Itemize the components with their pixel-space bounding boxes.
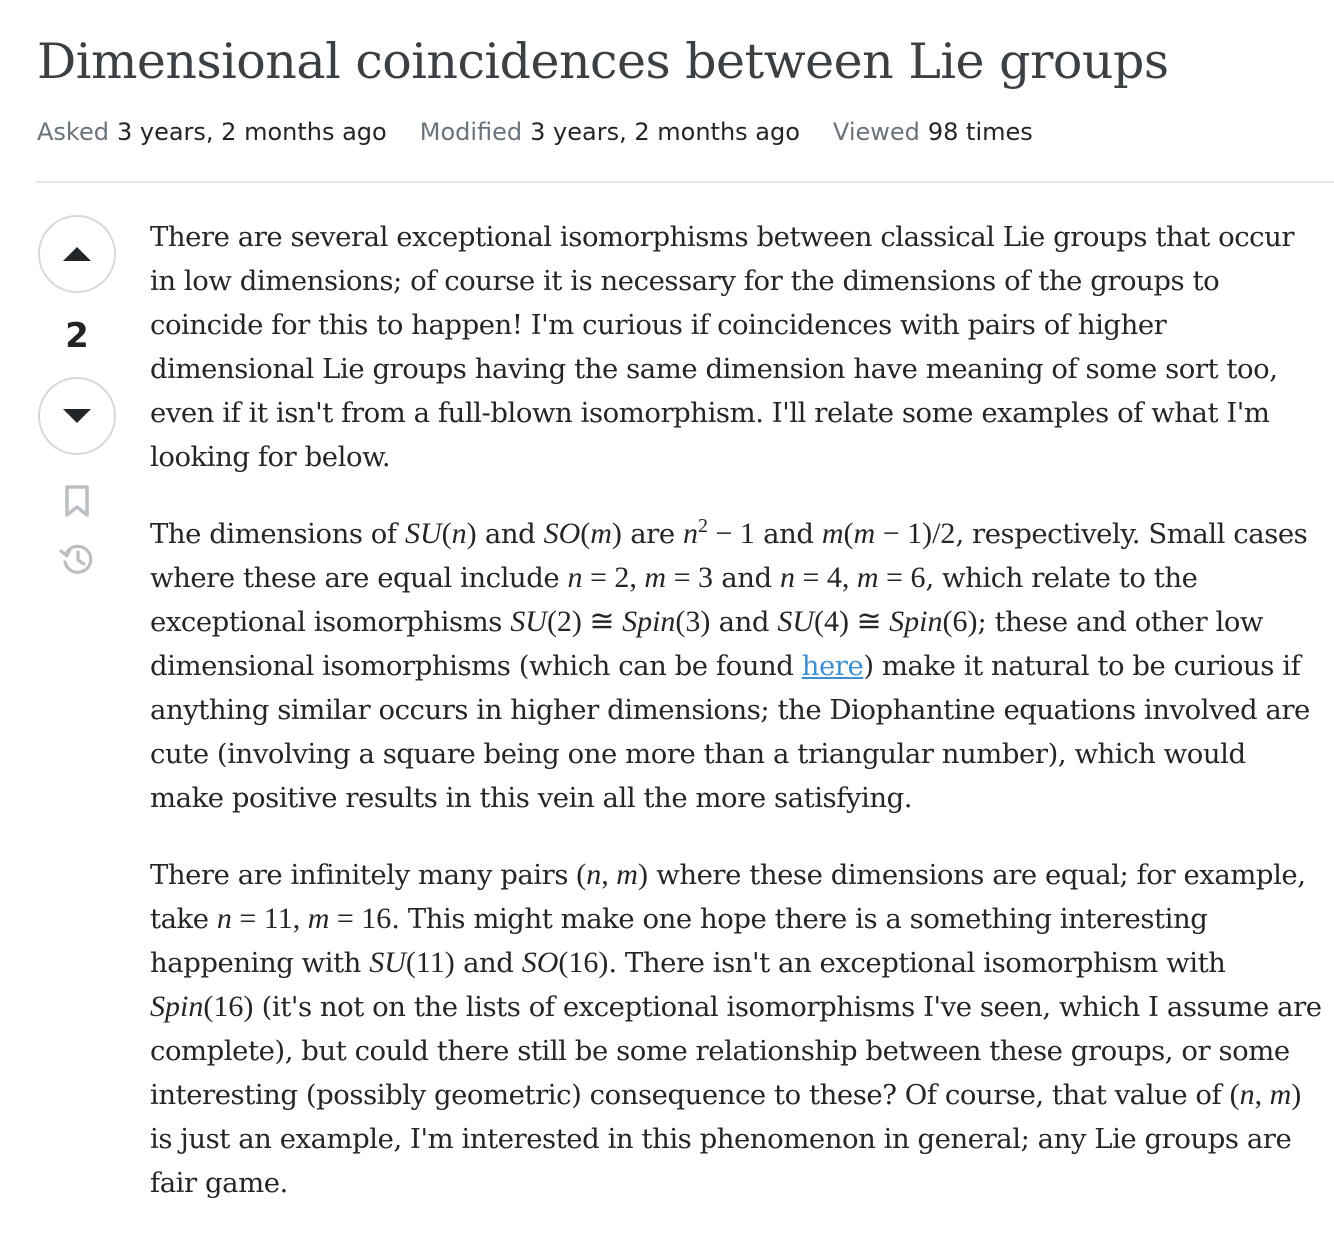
math-su-n: SU(n) <box>404 517 477 550</box>
vote-count: 2 <box>65 316 89 356</box>
downvote-button[interactable] <box>38 377 116 455</box>
math-n2-m3: n = 2, m = 3 <box>567 561 713 594</box>
body-text: and <box>754 518 822 550</box>
math-m-m-minus-1-over-2: m(m − 1)/2 <box>821 517 956 550</box>
modified-meta <box>420 116 800 148</box>
math-so16: SO(16) <box>521 946 609 979</box>
body-text: and <box>476 518 544 550</box>
body-text: (it's not on the lists of exceptional isomorphisms I've seen, which I assume are complete), but could there still be some relationship between these groups, or some interesting (possibly geometric) consequence to these? Of course, that value of <box>150 991 1322 1111</box>
caret-up-icon <box>61 245 93 263</box>
body-text: are <box>621 518 683 550</box>
math-n11-m16: n = 11, m = 16 <box>216 902 392 935</box>
bookmark-button[interactable] <box>57 481 97 521</box>
body-text: is just an example, I'm interested in this phenomenon in general; any Lie groups are fair game. <box>150 1123 1292 1199</box>
asked-meta <box>37 116 387 148</box>
vote-cell <box>36 215 118 579</box>
body-paragraph-1: There are several exceptional isomorphisms between classical Lie groups that occur in low dimensions; of course it is necessary for the dimensions of the groups to coincide for this to happen! I'm curious if coincidences with pairs of higher dimensional Lie groups having the same dimension have meaning of some sort too, even if it isn't from a full-blown isomorphism. I'll relate some examples of what I'm looking for below. <box>150 221 1295 473</box>
bookmark-icon <box>64 485 90 517</box>
body-text: and <box>454 947 522 979</box>
viewed-value: 98 times <box>927 118 1033 146</box>
question-header <box>37 28 1334 148</box>
asked-label: Asked <box>37 118 109 146</box>
body-text: , respectively. Small cases where these are equal include <box>150 518 1308 594</box>
math-su2-spin3: SU(2) ≅ Spin(3) <box>510 605 711 638</box>
viewed-meta <box>833 116 1033 148</box>
math-n2-minus-1: $n^2 - 1$ <box>682 515 755 550</box>
history-icon <box>58 541 96 577</box>
math-n4-m6: n = 4, m = 6 <box>779 561 926 594</box>
body-paragraph-3 <box>150 853 1322 1205</box>
body-text: ; these and other low dimensional isomorphisms (which can be found <box>150 606 1264 682</box>
body-text: and <box>710 606 778 638</box>
math-spin16: Spin(16) <box>150 990 254 1023</box>
history-button[interactable] <box>57 539 97 579</box>
header-divider <box>36 181 1334 183</box>
upvote-button[interactable] <box>38 215 116 293</box>
math-su4-spin6: SU(4) ≅ Spin(6) <box>777 605 978 638</box>
body-text: , which relate to the exceptional isomorphisms <box>150 562 1198 638</box>
modified-label: Modified <box>419 118 523 146</box>
body-text: ) make it natural to be curious if anything similar occurs in higher dimensions; the Diophantine equations involved are cute (involving a square being one more than a triangular number), which would make positive results in this vein all the more satisfying. <box>150 650 1310 814</box>
here-link[interactable]: here <box>801 650 864 682</box>
caret-down-icon <box>61 407 93 425</box>
math-pair-n-m: (n, m) <box>1229 1078 1302 1111</box>
body-text: There are infinitely many pairs <box>150 859 577 891</box>
asked-value[interactable]: 3 years, 2 months ago <box>116 118 387 146</box>
page-title[interactable]: Dimensional coincidences between Lie groups <box>37 33 1169 90</box>
math-pair-n-m: (n, m) <box>576 858 648 891</box>
math-su11: SU(11) <box>369 946 455 979</box>
body-text: The dimensions of <box>150 518 405 550</box>
math-so-m: SO(m) <box>543 517 622 550</box>
question-meta <box>37 116 1334 148</box>
viewed-label: Viewed <box>832 118 920 146</box>
body-text: . There isn't an exceptional isomorphism with <box>608 947 1226 979</box>
body-text: . This might make one hope there is a something interesting happening with <box>150 903 1208 979</box>
modified-value[interactable]: 3 years, 2 months ago <box>530 118 800 146</box>
body-paragraph-2 <box>150 512 1322 820</box>
question-body <box>150 215 1322 1238</box>
body-text: where these dimensions are equal; for example, take <box>150 859 1306 935</box>
body-text: and <box>712 562 780 594</box>
